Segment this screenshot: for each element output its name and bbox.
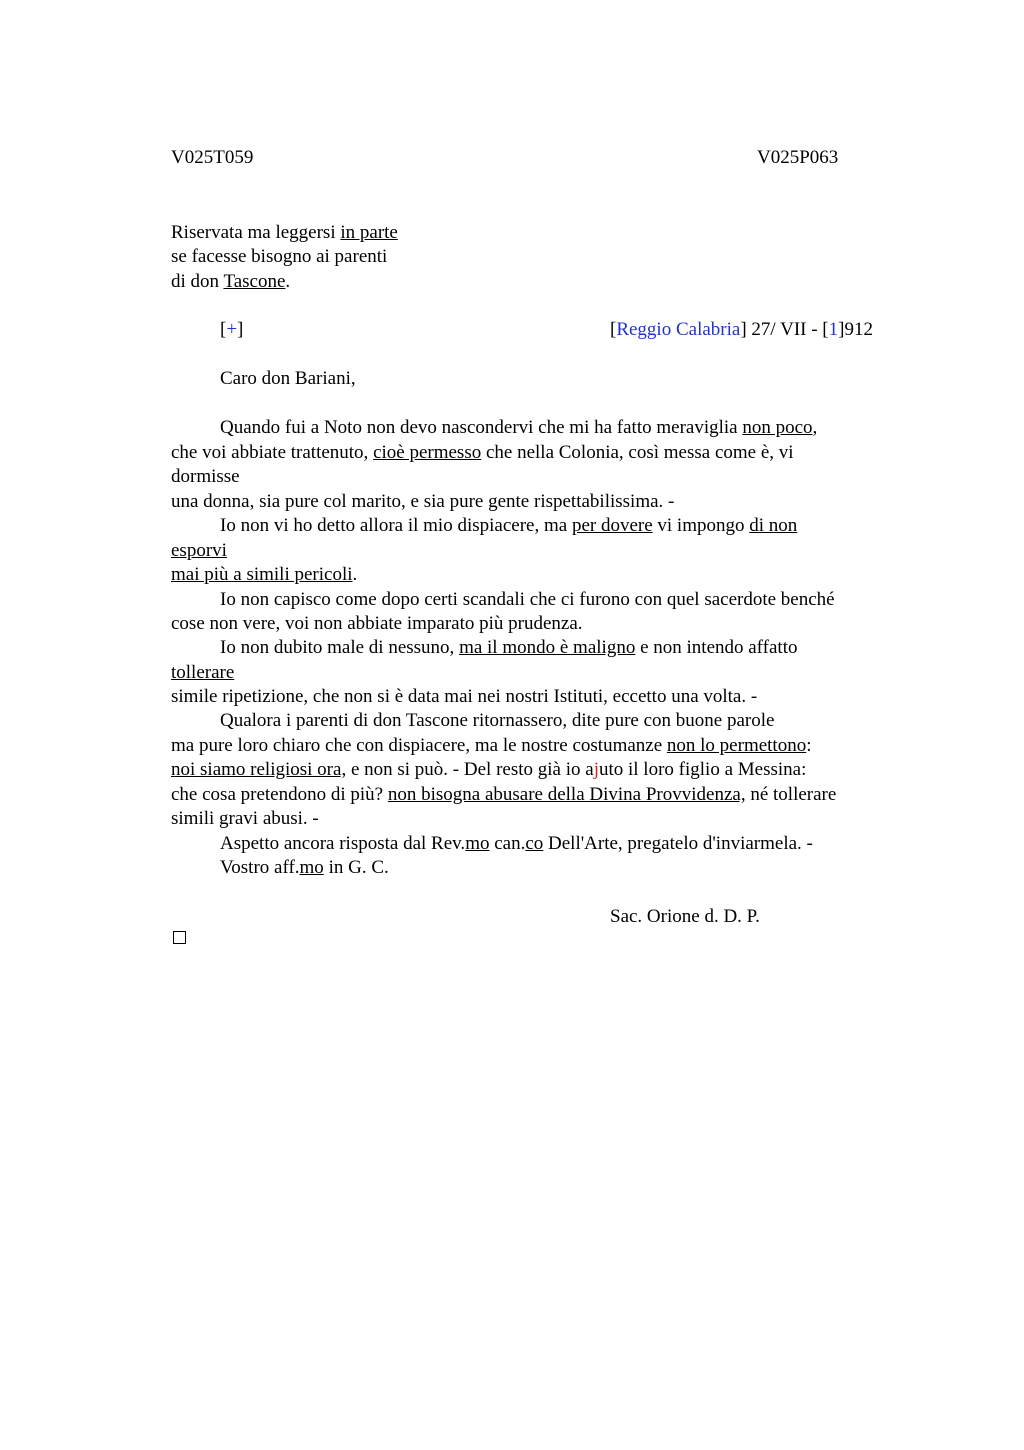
bracket: ] — [237, 319, 244, 340]
text: e non intendo affatto — [635, 637, 798, 658]
text: ma pure loro chiaro che con dispiacere, ma le nostre costumanze — [171, 735, 667, 756]
body-line: simili gravi abusi. - — [171, 808, 319, 829]
text: , — [812, 417, 818, 438]
text: che voi abbiate trattenuto, — [171, 442, 374, 463]
body-line — [171, 661, 234, 685]
body-line — [171, 441, 794, 465]
text: che nella Colonia, così messa come è, vi — [481, 442, 794, 463]
year-rest: 912 — [844, 319, 873, 340]
cross-icon: + — [226, 319, 238, 340]
text: uto il loro figlio a Messina: — [598, 759, 807, 780]
text: vi impongo — [652, 515, 750, 536]
red-letter: j — [593, 759, 599, 780]
body-line — [171, 734, 812, 758]
body-line — [171, 783, 836, 807]
body-line — [171, 758, 806, 782]
reserved-note-line-3 — [171, 270, 290, 294]
underlined-text: non poco — [742, 417, 813, 438]
place-date — [610, 318, 873, 342]
underlined-text: Tascone — [223, 271, 286, 292]
end-marker-box-icon — [173, 931, 186, 944]
underlined-text: in parte — [340, 222, 398, 243]
body-line: simile ripetizione, che non si è data mai nei nostri Istituti, eccetto una volta. - — [171, 686, 758, 707]
date-text: 27/ VII - — [746, 319, 823, 340]
body-line — [220, 636, 798, 660]
body-line: una donna, sia pure col marito, e sia pure gente rispettabilissima. - — [171, 491, 675, 512]
cross-mark — [220, 318, 243, 342]
body-line: Qualora i parenti di don Tascone ritornassero, dite pure con buone parole — [220, 710, 775, 731]
underlined-text: esporvi — [171, 540, 227, 561]
underlined-text: per dovere — [571, 515, 653, 536]
text: che cosa pretendono di più? — [171, 784, 388, 805]
underlined-text: ma il mondo è maligno — [459, 637, 636, 658]
text: . — [285, 271, 291, 292]
bracket: [ — [610, 319, 617, 340]
text: Quando fui a Noto non devo nascondervi che mi ha fatto meraviglia — [220, 417, 743, 438]
text: Io non vi ho detto allora il mio dispiacere, ma — [220, 515, 572, 536]
underlined-text: noi siamo religiosi ora, — [171, 759, 347, 780]
text: . — [352, 564, 358, 585]
text: Aspetto ancora risposta dal Rev. — [220, 833, 466, 854]
underlined-text: mo — [465, 833, 490, 854]
body-line: cose non vere, voi non abbiate imparato più prudenza. — [171, 613, 583, 634]
year-digit: 1 — [828, 319, 839, 340]
signature: Sac. Orione d. D. P. — [610, 906, 760, 927]
underlined-text: mai più a simili pericoli — [171, 564, 353, 585]
underlined-text: cioè permesso — [373, 442, 482, 463]
text: Dell'Arte, pregatelo d'inviarmela. - — [543, 833, 813, 854]
body-line: Io non capisco come dopo certi scandali che ci furono con quel sacerdote benché — [220, 589, 835, 610]
body-line — [220, 514, 797, 538]
body-line: dormisse — [171, 466, 240, 487]
text: in G. C. — [323, 857, 389, 878]
underlined-text: di non — [749, 515, 798, 536]
body-line — [171, 539, 227, 563]
text: Vostro aff. — [220, 857, 300, 878]
body-line — [220, 832, 813, 856]
salutation: Caro don Bariani, — [220, 368, 356, 389]
place-name: Reggio Calabria — [616, 319, 741, 340]
reserved-note-line-1 — [171, 221, 398, 245]
body-line — [171, 563, 357, 587]
bracket: ] — [838, 319, 845, 340]
underlined-text: mo — [299, 857, 324, 878]
text: can. — [489, 833, 526, 854]
text: : — [806, 735, 812, 756]
text: Io non dubito male di nessuno, — [220, 637, 460, 658]
bracket: [ — [822, 319, 829, 340]
text: e non si può. - Del resto già io a — [346, 759, 594, 780]
document-code-left: V025T059 — [171, 147, 254, 168]
text: né tollerare — [745, 784, 837, 805]
underlined-text: tollerare — [171, 662, 235, 683]
document-code-right: V025P063 — [757, 147, 839, 168]
closing — [220, 856, 389, 880]
underlined-text: co — [525, 833, 544, 854]
underlined-text: non lo permettono — [666, 735, 807, 756]
underlined-text: non bisogna abusare della Divina Provvidenza, — [387, 784, 746, 805]
body-line — [220, 416, 817, 440]
text: Riservata ma leggersi — [171, 222, 341, 243]
reserved-note-line-2: se facesse bisogno ai parenti — [171, 246, 388, 267]
bracket: ] — [740, 319, 747, 340]
text: di don — [171, 271, 224, 292]
bracket: [ — [220, 319, 227, 340]
